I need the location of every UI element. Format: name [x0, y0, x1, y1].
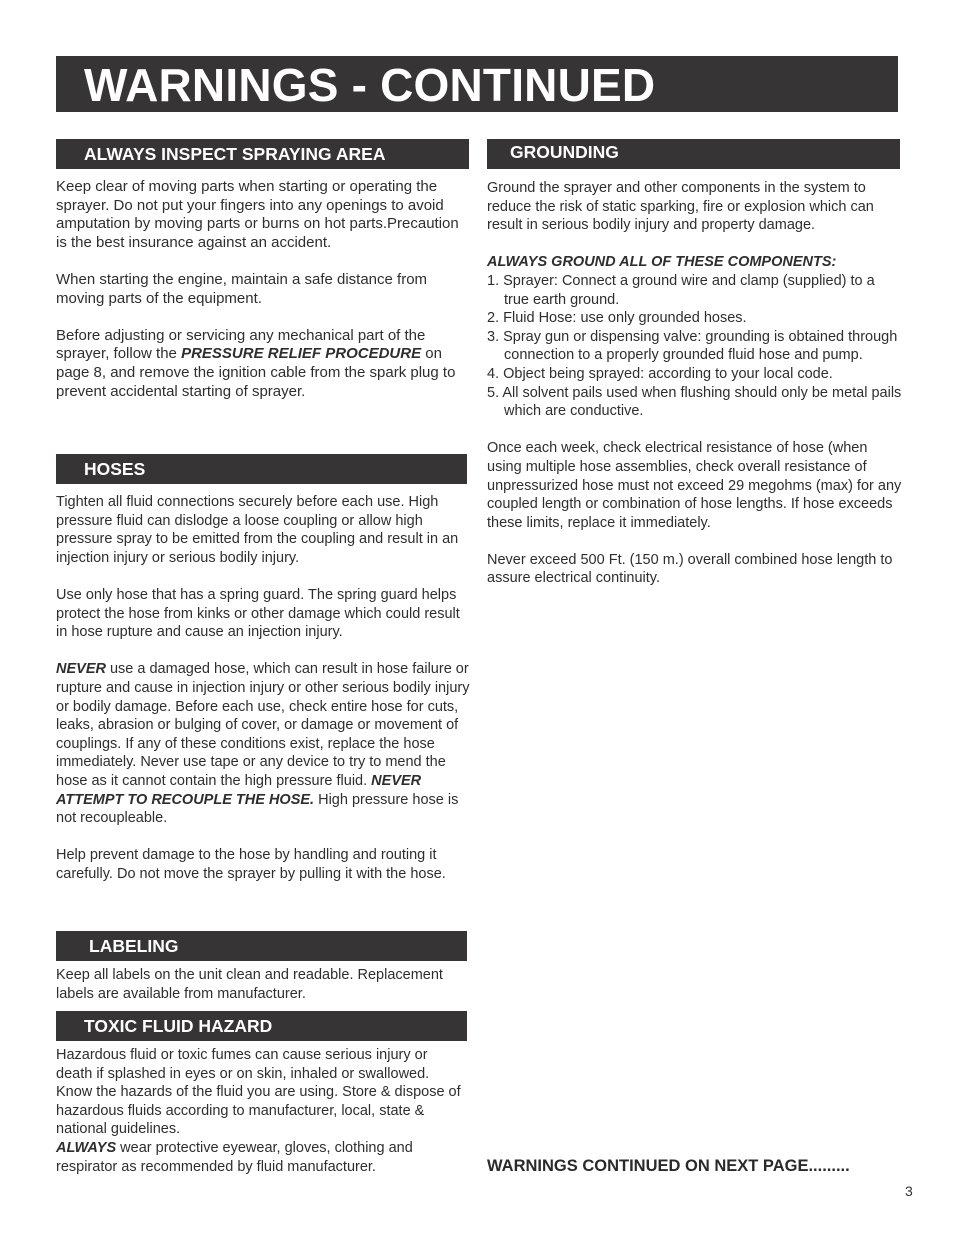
list-item: 4. Object being sprayed: according to your local code.: [487, 365, 833, 382]
paragraph: [56, 327, 466, 401]
section-body-labeling: [56, 966, 456, 1003]
text-span: on page 8, and remove the ignition cable from the spark plug to prevent accidental starting of sprayer.: [56, 345, 456, 400]
emphasis-text: NEVER: [56, 661, 106, 678]
paragraph: Once each week, check electrical resistance of hose (when using multiple hose assemblies, check overall resistance of unpressurized hose must not exceed 29 megohms (max) for any coupled length or combination of hose lengths. If hose exceeds these limits, replace it immediately.: [487, 440, 902, 531]
section-heading-labeling: LABELING: [56, 931, 467, 961]
section-heading-grounding: GROUNDING: [487, 139, 900, 169]
paragraph: Hazardous fluid or toxic fumes can cause serious injury or death if splashed in eyes or on skin, inhaled or swallowed. Know the hazards of the fluid you are using. Store & dispose of hazardous fluids according to manufacturer, local, state & national guidelines.: [56, 1047, 461, 1138]
paragraph: [56, 1139, 466, 1176]
section-heading-inspect: ALWAYS INSPECT SPRAYING AREA: [56, 139, 469, 169]
text-span: wear protective eyewear, gloves, clothing and respirator as recommended by fluid manufacturer.: [56, 1139, 413, 1175]
paragraph: Keep all labels on the unit clean and readable. Replacement labels are available from manufacturer.: [56, 967, 443, 1002]
section-body-inspect: [56, 178, 466, 401]
section-body-toxic-fluid: [56, 1046, 466, 1176]
paragraph: Keep clear of moving parts when starting or operating the sprayer. Do not put your fingers into any openings to avoid amputation by moving parts or burns on hot parts.Precaution is the best insurance against an accident.: [56, 178, 459, 251]
emphasis-text: NEVER ATTEMPT TO RECOUPLE THE HOSE.: [56, 772, 422, 808]
page-title: WARNINGS - CONTINUED: [84, 59, 656, 111]
paragraph: Ground the sprayer and other components in the system to reduce the risk of static sparking, fire or explosion which can result in serious bodily injury and property damage.: [487, 180, 874, 234]
section-heading-toxic-fluid: TOXIC FLUID HAZARD: [56, 1011, 467, 1041]
paragraph: Never exceed 500 Ft. (150 m.) overall combined hose length to assure electrical continuity.: [487, 551, 893, 587]
text-span: Before adjusting or servicing any mechanical part of the sprayer, follow the: [56, 326, 426, 363]
list-item: 2. Fluid Hose: use only grounded hoses.: [487, 310, 747, 327]
continued-note: WARNINGS CONTINUED ON NEXT PAGE.........: [487, 1157, 850, 1175]
text-span: use a damaged hose, which can result in hose failure or rupture and cause in injection injury or other serious bodily injury or bodily damage. Before each use, check entire hose for cuts, leaks, abrasion or bulging of cover, or damage or movement of couplings. If any of these conditions exist, replace the hose immediately. Never use tape or any device to try to mend the hose as it cannot contain the high pressure fluid.: [56, 661, 470, 789]
page-number: 3: [905, 1183, 913, 1199]
page-title-bar: [56, 56, 898, 112]
list-item: 3. Spray gun or dispensing valve: grounding is obtained through connection to a properly grounded fluid hose and pump.: [487, 328, 898, 364]
section-body-hoses: [56, 493, 470, 883]
section-heading-hoses: HOSES: [56, 454, 467, 484]
paragraph: Help prevent damage to the hose by handling and routing it carefully. Do not move the sprayer by pulling it with the hose.: [56, 847, 446, 882]
list-title: ALWAYS GROUND ALL OF THESE COMPONENTS:: [487, 254, 837, 271]
list-item: 5. All solvent pails used when flushing should only be metal pails which are conductive.: [487, 384, 902, 420]
text-span: High pressure hose is not recoupleable.: [56, 791, 459, 827]
paragraph: Use only hose that has a spring guard. The spring guard helps protect the hose from kinks or other damage which could result in hose rupture and cause an injection injury.: [56, 586, 460, 641]
section-body-grounding: [487, 179, 903, 588]
emphasis-text: PRESSURE RELIEF PROCEDURE: [181, 345, 422, 363]
paragraph: [56, 660, 470, 827]
paragraph: When starting the engine, maintain a safe distance from moving parts of the equipment.: [56, 270, 428, 307]
emphasis-text: ALWAYS: [56, 1139, 117, 1156]
grounding-components-list: [487, 272, 903, 421]
paragraph: Tighten all fluid connections securely before each use. High pressure fluid can dislodge a loose coupling or allow high pressure spray to be emitted from the coupling and result in an injection injury or serious bodily injury.: [56, 494, 459, 566]
list-item: 1. Sprayer: Connect a ground wire and clamp (supplied) to a true earth ground.: [487, 272, 875, 308]
